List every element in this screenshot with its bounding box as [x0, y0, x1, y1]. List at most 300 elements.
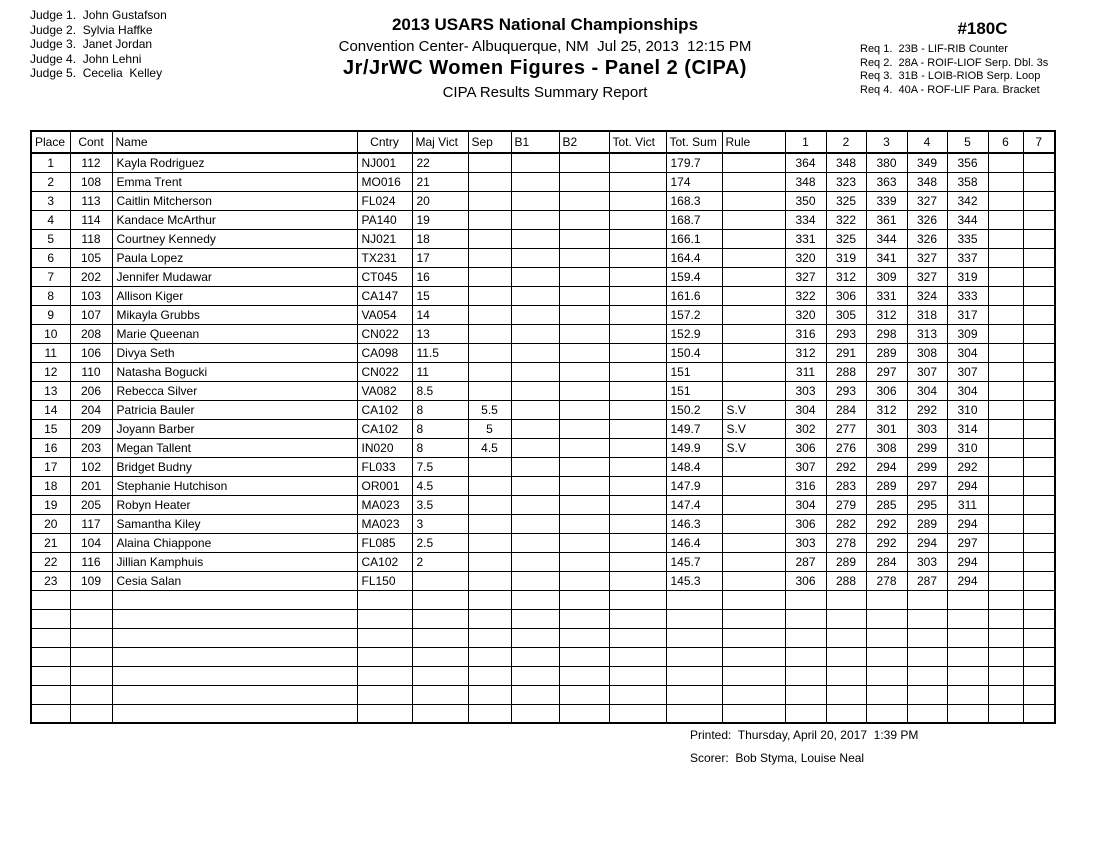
cell-judge-4: 289 [907, 514, 947, 533]
cell-sep [468, 552, 511, 571]
cell-empty [357, 685, 412, 704]
empty-row [31, 609, 1055, 628]
cell-cont: 206 [70, 381, 112, 400]
cell-empty [947, 628, 988, 647]
header-cell-cont: Cont [70, 131, 112, 153]
cell-empty [357, 609, 412, 628]
cell-cont: 103 [70, 286, 112, 305]
cell-empty [988, 685, 1023, 704]
cell-judge-6 [988, 210, 1023, 229]
cell-empty [785, 704, 826, 723]
cell-judge-2: 348 [826, 153, 866, 172]
cell-judge-1: 304 [785, 495, 826, 514]
cell-judge-7 [1023, 419, 1055, 438]
cell-name: Rebecca Silver [112, 381, 357, 400]
cell-empty [31, 666, 70, 685]
cell-empty [412, 666, 468, 685]
cell-tot-vict [609, 457, 666, 476]
cell-judge-4: 326 [907, 210, 947, 229]
venue-date-line: Convention Center- Albuquerque, NM Jul 25, 2013 12:15 PM [338, 38, 752, 55]
cell-judge-6 [988, 419, 1023, 438]
cell-judge-7 [1023, 400, 1055, 419]
cell-empty [609, 666, 666, 685]
cell-tot-vict [609, 533, 666, 552]
cell-empty [559, 666, 609, 685]
header-cell-judge-1: 1 [785, 131, 826, 153]
cell-empty [866, 685, 907, 704]
cell-b2 [559, 267, 609, 286]
cell-maj-vict: 19 [412, 210, 468, 229]
cell-empty [357, 628, 412, 647]
cell-empty [907, 609, 947, 628]
cell-empty [988, 704, 1023, 723]
cell-sep [468, 172, 511, 191]
cell-judge-5: 335 [947, 229, 988, 248]
cell-judge-1: 303 [785, 533, 826, 552]
cell-b2 [559, 514, 609, 533]
cell-name: Caitlin Mitcherson [112, 191, 357, 210]
cell-empty [666, 647, 722, 666]
cell-maj-vict: 11.5 [412, 343, 468, 362]
cell-cntry: TX231 [357, 248, 412, 267]
header-cell-sep: Sep [468, 131, 511, 153]
cell-maj-vict: 17 [412, 248, 468, 267]
scorer-line: Scorer: Bob Styma, Louise Neal [690, 751, 865, 765]
cell-sep [468, 495, 511, 514]
cell-judge-7 [1023, 552, 1055, 571]
cell-judge-5: 304 [947, 343, 988, 362]
cell-maj-vict: 18 [412, 229, 468, 248]
cell-empty [559, 628, 609, 647]
requirement-line: Req 1. 23B - LIF-RIB Counter [860, 43, 1008, 55]
table-header-row [31, 131, 1055, 153]
cell-judge-7 [1023, 248, 1055, 267]
cell-maj-vict: 3.5 [412, 495, 468, 514]
cell-judge-5: 333 [947, 286, 988, 305]
cell-empty [907, 628, 947, 647]
cell-judge-5: 297 [947, 533, 988, 552]
cell-judge-2: 277 [826, 419, 866, 438]
cell-judge-6 [988, 172, 1023, 191]
tournament-title: 2013 USARS National Championships [391, 15, 699, 34]
cell-cntry: CN022 [357, 324, 412, 343]
empty-row [31, 647, 1055, 666]
cell-name: Jillian Kamphuis [112, 552, 357, 571]
cell-rule [722, 343, 785, 362]
cell-empty [468, 590, 511, 609]
empty-row [31, 704, 1055, 723]
cell-empty [722, 704, 785, 723]
cell-judge-3: 312 [866, 305, 907, 324]
cell-judge-5: 294 [947, 552, 988, 571]
cell-empty [785, 628, 826, 647]
cell-sep [468, 191, 511, 210]
cell-maj-vict: 8.5 [412, 381, 468, 400]
cell-judge-2: 325 [826, 191, 866, 210]
cell-b2 [559, 343, 609, 362]
cell-judge-2: 293 [826, 324, 866, 343]
cell-judge-5: 294 [947, 514, 988, 533]
cell-cntry: IN020 [357, 438, 412, 457]
table-row [31, 381, 1055, 400]
cell-judge-2: 288 [826, 362, 866, 381]
cell-empty [907, 704, 947, 723]
cell-empty [722, 628, 785, 647]
cell-empty [609, 685, 666, 704]
cell-judge-6 [988, 476, 1023, 495]
cell-tot-vict [609, 552, 666, 571]
cell-judge-5: 294 [947, 571, 988, 590]
cell-empty [666, 685, 722, 704]
cell-cont: 113 [70, 191, 112, 210]
cell-judge-6 [988, 571, 1023, 590]
cell-tot-sum: 179.7 [666, 153, 722, 172]
cell-judge-3: 298 [866, 324, 907, 343]
cell-empty [412, 647, 468, 666]
cell-sep [468, 514, 511, 533]
cell-tot-vict [609, 210, 666, 229]
cell-empty [468, 647, 511, 666]
cell-place: 5 [31, 229, 70, 248]
cell-maj-vict: 4.5 [412, 476, 468, 495]
cell-place: 4 [31, 210, 70, 229]
cell-empty [31, 628, 70, 647]
cell-empty [826, 609, 866, 628]
cell-rule [722, 191, 785, 210]
cell-tot-sum: 150.4 [666, 343, 722, 362]
cell-sep [468, 267, 511, 286]
cell-empty [468, 609, 511, 628]
cell-b1 [511, 210, 559, 229]
cell-judge-1: 304 [785, 400, 826, 419]
cell-judge-1: 327 [785, 267, 826, 286]
cell-judge-3: 289 [866, 343, 907, 362]
cell-judge-6 [988, 533, 1023, 552]
cell-empty [988, 609, 1023, 628]
cell-b2 [559, 438, 609, 457]
cell-judge-2: 323 [826, 172, 866, 191]
cell-judge-7 [1023, 324, 1055, 343]
cell-b1 [511, 571, 559, 590]
cell-empty [412, 685, 468, 704]
cell-rule [722, 457, 785, 476]
cell-place: 2 [31, 172, 70, 191]
cell-name: Mikayla Grubbs [112, 305, 357, 324]
cell-sep [468, 457, 511, 476]
cell-empty [31, 647, 70, 666]
cell-cont: 209 [70, 419, 112, 438]
cell-maj-vict: 8 [412, 419, 468, 438]
cell-sep [468, 153, 511, 172]
cell-b1 [511, 514, 559, 533]
cell-judge-1: 364 [785, 153, 826, 172]
event-number: #180C [957, 19, 1008, 38]
cell-b2 [559, 495, 609, 514]
cell-empty [559, 609, 609, 628]
cell-rule [722, 495, 785, 514]
judges-list [30, 8, 167, 81]
cell-tot-sum: 159.4 [666, 267, 722, 286]
cell-judge-3: 331 [866, 286, 907, 305]
cell-tot-sum: 157.2 [666, 305, 722, 324]
empty-row [31, 666, 1055, 685]
cell-judge-6 [988, 495, 1023, 514]
cell-judge-7 [1023, 381, 1055, 400]
cell-maj-vict: 22 [412, 153, 468, 172]
cell-judge-7 [1023, 267, 1055, 286]
cell-maj-vict: 14 [412, 305, 468, 324]
cell-empty [357, 666, 412, 685]
results-table [30, 130, 1056, 724]
cell-judge-4: 324 [907, 286, 947, 305]
cell-cntry: CA147 [357, 286, 412, 305]
cell-rule [722, 571, 785, 590]
cell-empty [511, 590, 559, 609]
cell-judge-4: 326 [907, 229, 947, 248]
cell-empty [412, 590, 468, 609]
requirements-block [860, 19, 1100, 97]
cell-rule: S.V [722, 438, 785, 457]
cell-b2 [559, 571, 609, 590]
cell-empty [559, 704, 609, 723]
cell-b2 [559, 229, 609, 248]
cell-empty [511, 609, 559, 628]
cell-judge-4: 318 [907, 305, 947, 324]
cell-judge-3: 309 [866, 267, 907, 286]
cell-cont: 205 [70, 495, 112, 514]
cell-empty [112, 590, 357, 609]
cell-judge-1: 316 [785, 324, 826, 343]
cell-tot-vict [609, 362, 666, 381]
cell-judge-3: 306 [866, 381, 907, 400]
cell-cont: 108 [70, 172, 112, 191]
cell-b2 [559, 210, 609, 229]
cell-empty [666, 590, 722, 609]
cell-cont: 203 [70, 438, 112, 457]
cell-tot-vict [609, 343, 666, 362]
cell-rule [722, 514, 785, 533]
table-row [31, 191, 1055, 210]
cell-empty [412, 628, 468, 647]
cell-judge-5: 307 [947, 362, 988, 381]
cell-sep [468, 286, 511, 305]
cell-place: 3 [31, 191, 70, 210]
header-cell-judge-7: 7 [1023, 131, 1055, 153]
cell-judge-4: 304 [907, 381, 947, 400]
cell-b1 [511, 476, 559, 495]
cell-judge-3: 301 [866, 419, 907, 438]
cell-empty [866, 704, 907, 723]
cell-empty [666, 666, 722, 685]
cell-place: 22 [31, 552, 70, 571]
cell-cntry: FL085 [357, 533, 412, 552]
cell-rule [722, 229, 785, 248]
cell-cont: 112 [70, 153, 112, 172]
cell-judge-2: 288 [826, 571, 866, 590]
cell-name: Stephanie Hutchison [112, 476, 357, 495]
cell-tot-sum: 145.3 [666, 571, 722, 590]
cell-empty [412, 704, 468, 723]
cell-cont: 110 [70, 362, 112, 381]
cell-judge-5: 317 [947, 305, 988, 324]
cell-judge-7 [1023, 438, 1055, 457]
cell-place: 10 [31, 324, 70, 343]
cell-judge-2: 276 [826, 438, 866, 457]
cell-name: Marie Queenan [112, 324, 357, 343]
cell-judge-7 [1023, 495, 1055, 514]
cell-name: Robyn Heater [112, 495, 357, 514]
cell-tot-vict [609, 286, 666, 305]
cell-empty [609, 628, 666, 647]
cell-place: 12 [31, 362, 70, 381]
cell-judge-7 [1023, 286, 1055, 305]
cell-b2 [559, 476, 609, 495]
cell-tot-vict [609, 305, 666, 324]
empty-row [31, 628, 1055, 647]
cell-judge-3: 341 [866, 248, 907, 267]
cell-maj-vict: 20 [412, 191, 468, 210]
cell-judge-5: 311 [947, 495, 988, 514]
cell-rule: S.V [722, 419, 785, 438]
cell-tot-vict [609, 324, 666, 343]
cell-empty [785, 685, 826, 704]
cell-b2 [559, 457, 609, 476]
cell-empty [1023, 685, 1055, 704]
cell-b1 [511, 267, 559, 286]
table-row [31, 153, 1055, 172]
cell-judge-2: 282 [826, 514, 866, 533]
cell-judge-5: 337 [947, 248, 988, 267]
cell-empty [112, 704, 357, 723]
cell-empty [70, 628, 112, 647]
cell-empty [1023, 666, 1055, 685]
cell-maj-vict [412, 571, 468, 590]
cell-judge-6 [988, 457, 1023, 476]
cell-judge-4: 348 [907, 172, 947, 191]
cell-b1 [511, 533, 559, 552]
cell-empty [785, 647, 826, 666]
cell-maj-vict: 8 [412, 400, 468, 419]
cell-cntry: FL150 [357, 571, 412, 590]
cell-cntry: CA102 [357, 419, 412, 438]
cell-cont: 102 [70, 457, 112, 476]
table-row [31, 400, 1055, 419]
cell-empty [988, 590, 1023, 609]
requirements-list [860, 43, 1100, 97]
cell-tot-vict [609, 438, 666, 457]
cell-b2 [559, 248, 609, 267]
cell-empty [988, 647, 1023, 666]
cell-judge-6 [988, 153, 1023, 172]
requirement-line: Req 3. 31B - LOIB-RIOB Serp. Loop [860, 70, 1041, 82]
cell-name: Jennifer Mudawar [112, 267, 357, 286]
cell-judge-5: 314 [947, 419, 988, 438]
cell-b2 [559, 324, 609, 343]
cell-judge-6 [988, 362, 1023, 381]
cell-judge-1: 331 [785, 229, 826, 248]
report-type-line: CIPA Results Summary Report [442, 84, 648, 101]
cell-empty [31, 685, 70, 704]
cell-b2 [559, 381, 609, 400]
cell-judge-2: 278 [826, 533, 866, 552]
cell-tot-vict [609, 267, 666, 286]
printed-line: Printed: Thursday, April 20, 2017 1:39 PM [690, 728, 919, 742]
cell-empty [1023, 704, 1055, 723]
cell-rule [722, 210, 785, 229]
cell-judge-1: 348 [785, 172, 826, 191]
cell-empty [112, 609, 357, 628]
cell-tot-sum: 152.9 [666, 324, 722, 343]
cell-tot-sum: 149.7 [666, 419, 722, 438]
table-row [31, 552, 1055, 571]
cell-judge-3: 292 [866, 533, 907, 552]
cell-tot-sum: 166.1 [666, 229, 722, 248]
cell-empty [947, 647, 988, 666]
cell-tot-vict [609, 191, 666, 210]
cell-judge-5: 309 [947, 324, 988, 343]
header-cell-judge-6: 6 [988, 131, 1023, 153]
cell-place: 21 [31, 533, 70, 552]
table-row [31, 514, 1055, 533]
cell-empty [722, 685, 785, 704]
header-cell-name: Name [112, 131, 357, 153]
cell-judge-5: 356 [947, 153, 988, 172]
cell-rule [722, 153, 785, 172]
cell-judge-5: 358 [947, 172, 988, 191]
cell-judge-7 [1023, 305, 1055, 324]
cell-empty [1023, 590, 1055, 609]
cell-judge-7 [1023, 229, 1055, 248]
cell-judge-7 [1023, 210, 1055, 229]
cell-empty [826, 666, 866, 685]
cell-cont: 116 [70, 552, 112, 571]
cell-judge-1: 306 [785, 438, 826, 457]
cell-empty [785, 590, 826, 609]
cell-empty [468, 704, 511, 723]
cell-judge-2: 289 [826, 552, 866, 571]
cell-place: 16 [31, 438, 70, 457]
cell-judge-7 [1023, 362, 1055, 381]
empty-row [31, 685, 1055, 704]
cell-judge-2: 312 [826, 267, 866, 286]
cell-rule [722, 476, 785, 495]
cell-judge-6 [988, 191, 1023, 210]
cell-name: Natasha Bogucki [112, 362, 357, 381]
cell-judge-2: 292 [826, 457, 866, 476]
cell-judge-7 [1023, 172, 1055, 191]
cell-name: Courtney Kennedy [112, 229, 357, 248]
table-row [31, 229, 1055, 248]
cell-judge-1: 302 [785, 419, 826, 438]
cell-b1 [511, 381, 559, 400]
cell-judge-3: 284 [866, 552, 907, 571]
cell-judge-3: 278 [866, 571, 907, 590]
table-row [31, 419, 1055, 438]
cell-cntry: FL033 [357, 457, 412, 476]
cell-rule [722, 305, 785, 324]
cell-b1 [511, 172, 559, 191]
cell-place: 19 [31, 495, 70, 514]
cell-tot-sum: 148.4 [666, 457, 722, 476]
cell-judge-2: 325 [826, 229, 866, 248]
cell-b1 [511, 457, 559, 476]
cell-judge-5: 294 [947, 476, 988, 495]
cell-empty [666, 628, 722, 647]
cell-judge-6 [988, 343, 1023, 362]
cell-place: 20 [31, 514, 70, 533]
header-cell-tot-vict: Tot. Vict [609, 131, 666, 153]
cell-empty [866, 590, 907, 609]
